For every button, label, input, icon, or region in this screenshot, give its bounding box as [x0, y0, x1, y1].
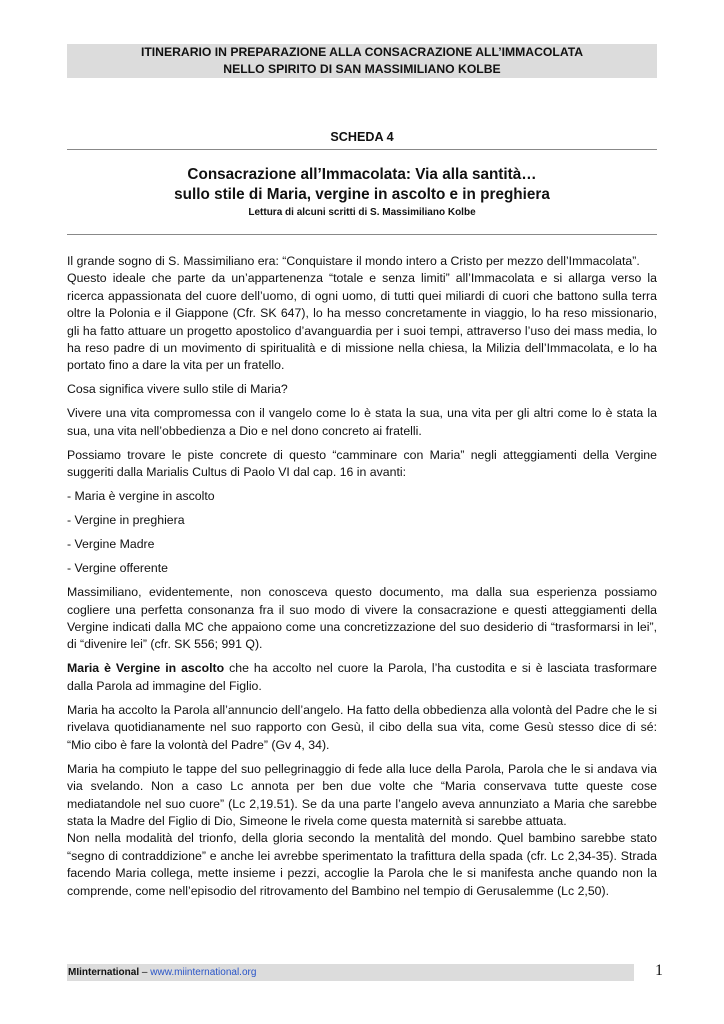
divider-bottom	[67, 234, 657, 235]
paragraph-1: Il grande sogno di S. Massimiliano era: “Conquistare il mondo intero a Cristo per mezzo dell’Immacolata”.	[67, 254, 640, 268]
paragraph-5: Possiamo trovare le piste concrete di questo “camminare con Maria” negli atteggiamenti della Vergine suggeriti dalla Marialis Cultus di Paolo VI dal cap. 16 in avanti:	[67, 447, 657, 480]
title-line-1: Consacrazione all’Immacolata: Via alla santità…	[187, 166, 537, 183]
paragraph-4: Vivere una vita compromessa con il vangelo come lo è stata la sua, una vita per gli altri come lo è stata la sua, una vita nell’obbedienza a Dio e nel dono concreto ai fratelli.	[67, 406, 657, 438]
list-item: - Vergine in preghiera	[67, 513, 185, 528]
subtitle: Lettura di alcuni scritti di S. Massimiliano Kolbe	[248, 207, 476, 218]
document-header	[67, 44, 657, 78]
paragraph-10: Non nella modalità del trionfo, della gloria secondo la mentalità del mondo. Quel bambino sarebbe stato “segno di contraddizione” e anche lei avrebbe sperimentato la trafittura della spada (cfr. Lc 2,34-35). Strada facendo Maria collega, mette insieme i pezzi, accoglie la Parola che le si manifesta anche quando non la comprende, come nell’episodio del ritrovamento del Bambino nel tempio di Gerusalemme (Lc 2,50).	[67, 831, 657, 898]
list-item: - Vergine Madre	[67, 537, 155, 552]
paragraph-6: Massimiliano, evidentemente, non conosceva questo documento, ma dalla sua esperienza possiamo cogliere una perfetta consonanza fra il suo modo di vivere la consacrazione e questi atteggiamenti della Vergine indicati dalla MC che appaiono come una concretizzazione del suo desiderio di “trasformarsi in lei”, di “divenire lei” (cfr. SK 556; 991 Q).	[67, 585, 657, 652]
scheda-label: SCHEDA 4	[330, 130, 394, 144]
footer-brand: MIinternational	[68, 967, 140, 978]
footer	[67, 964, 634, 981]
header-line-2: NELLO SPIRITO DI SAN MASSIMILIANO KOLBE	[223, 62, 501, 76]
paragraph-9: Maria ha compiuto le tappe del suo pellegrinaggio di fede alla luce della Parola, Parola che le si andava via via svelando. Non a caso Lc annota per ben due volte che “Maria conservava tutte queste cose mediatandole nel suo cuore” (Lc 2,19.51). Se da una parte l’angelo aveva annunziato a Maria che sarebbe stata la Madre del Figlio di Dio, Simeone le rivela come questa maternità si sarebbe attuata.	[67, 761, 657, 828]
paragraph-2: Questo ideale che parte da un’appartenenza “totale e senza limiti” all’Immacolata e si allarga verso la ricerca appassionata del cuore dell’uomo, di ogni uomo, di tutti quei miliardi di cuori che battono sulla terra oltre la Polonia e il Giappone (Cfr. SK 647), lo ha messo concretamente in viaggio, lo ha reso missionario, gli ha fatto attuare un progetto apostolico d’avanguardia per i suoi tempi, attraverso l’uso dei mass media, lo ha reso padre di un movimento di spiritualità e di missione nella chiesa, la Milizia dell’Immacolata, e lo ha portato fino a dare la vita per un fratello.	[67, 271, 657, 373]
list-item: - Maria è vergine in ascolto	[67, 489, 215, 504]
paragraph-7-bold: Maria è Vergine in ascolto	[67, 661, 225, 676]
footer-website-link[interactable]: www.miinternational.org	[150, 967, 257, 978]
footer-separator: –	[139, 967, 151, 978]
title-line-2: sullo stile di Maria, vergine in ascolto e in preghiera	[174, 186, 550, 203]
body-text	[67, 253, 657, 907]
list-item: - Vergine offerente	[67, 561, 168, 576]
header-line-1: ITINERARIO IN PREPARAZIONE ALLA CONSACRAZIONE ALL’IMMACOLATA	[140, 45, 584, 59]
paragraph-3: Cosa significa vivere sullo stile di Maria?	[67, 382, 288, 397]
paragraph-8: Maria ha accolto la Parola all’annuncio dell’angelo. Ha fatto della obbedienza alla volontà del Padre che le si rivelava quotidianamente nel suo rapporto con Gesù, il cibo della sua vita, come Gesù stesso dice di sé: “Mio cibo è fare la volontà del Padre” (Gv 4, 34).	[67, 702, 657, 752]
divider-top	[67, 149, 657, 150]
page-number: 1	[655, 962, 663, 979]
paragraph-7-rest: che ha accolto nel cuore la Parola, l’ha custodita e si è lasciata trasformare dalla Parola ad immagine del Figlio.	[67, 661, 657, 693]
title-block	[67, 165, 657, 219]
paragraph-7	[67, 660, 657, 695]
